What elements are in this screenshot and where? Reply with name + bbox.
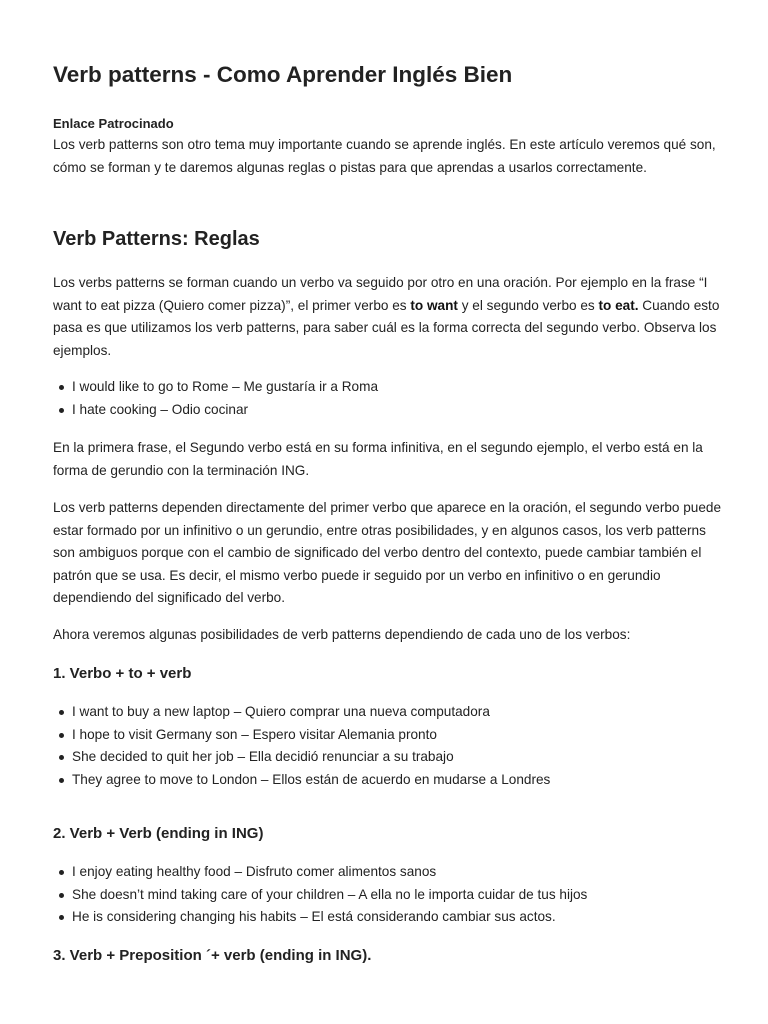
rules-paragraph xyxy=(53,272,723,362)
list-item: I hate cooking – Odio cocinar xyxy=(53,399,723,422)
rules-bold-1: to want xyxy=(410,297,458,313)
rules-bold-2: to eat. xyxy=(598,297,639,313)
list-item: I hope to visit Germany son – Espero visitar Alemania pronto xyxy=(53,724,723,747)
heading-verb-to-verb: 1. Verbo + to + verb xyxy=(53,665,192,682)
heading-verb-preposition: 3. Verb + Preposition ´+ verb (ending in ING). xyxy=(53,947,372,964)
paragraph-possibilities: Ahora veremos algunas posibilidades de verb patterns dependiendo de cada uno de los verbos: xyxy=(53,627,631,642)
rules-text-2: y el segundo verbo es xyxy=(457,297,599,313)
examples-list-to xyxy=(53,701,723,791)
examples-list-ing xyxy=(53,861,723,929)
list-item: She doesn’t mind taking care of your children – A ella no le importa cuidar de tus hijos xyxy=(53,884,723,907)
page-title: Verb patterns - Como Aprender Inglés Bien xyxy=(53,62,513,87)
list-item: She decided to quit her job – Ella decidió renunciar a su trabajo xyxy=(53,746,723,769)
sponsored-link-label[interactable]: Enlace Patrocinado xyxy=(53,116,174,131)
rules-text-3: Cuando esto pasa es que utilizamos los verb patterns, para saber cuál es la forma correcta del segundo verbo. Observa los ejemplos. xyxy=(53,297,720,358)
list-item: I want to buy a new laptop – Quiero comprar una nueva computadora xyxy=(53,701,723,724)
paragraph-infinitive-gerund: En la primera frase, el Segundo verbo está en su forma infinitiva, en el segundo ejemplo, el verbo está en la forma de gerundio con la terminación ING. xyxy=(53,440,703,478)
section-title: Verb Patterns: Reglas xyxy=(53,228,260,250)
list-item: He is considering changing his habits – El está considerando cambiar sus actos. xyxy=(53,906,723,929)
rules-text-1: Los verbs patterns se forman cuando un verbo va seguido por otro en una oración. Por ejemplo en la frase “I want to eat pizza (Quiero comer pizza)”, el primer verbo es xyxy=(53,275,708,313)
paragraph-dependency: Los verb patterns dependen directamente del primer verbo que aparece en la oración, el segundo verbo puede estar formado por un infinitivo o un gerundio, entre otras posibilidades, y en algunos casos, los verb patterns son ambiguos porque con el cambio de significado del verbo dentro del contexto, puede cambiar también el patrón que se usa. Es decir, el mismo verbo puede ir seguido por un verbo en infinitivo o en gerundio dependiendo del significado del verbo. xyxy=(53,500,722,605)
heading-verb-ing: 2. Verb + Verb (ending in ING) xyxy=(53,825,264,842)
list-item: I would like to go to Rome – Me gustaría ir a Roma xyxy=(53,376,723,399)
examples-list-1 xyxy=(53,376,723,421)
intro-paragraph: Los verb patterns son otro tema muy importante cuando se aprende inglés. En este artículo veremos qué son, cómo se forman y te daremos algunas reglas o pistas para que aprendas a usarlos correctamente. xyxy=(53,137,716,175)
list-item: I enjoy eating healthy food – Disfruto comer alimentos sanos xyxy=(53,861,723,884)
list-item: They agree to move to London – Ellos están de acuerdo en mudarse a Londres xyxy=(53,769,723,792)
